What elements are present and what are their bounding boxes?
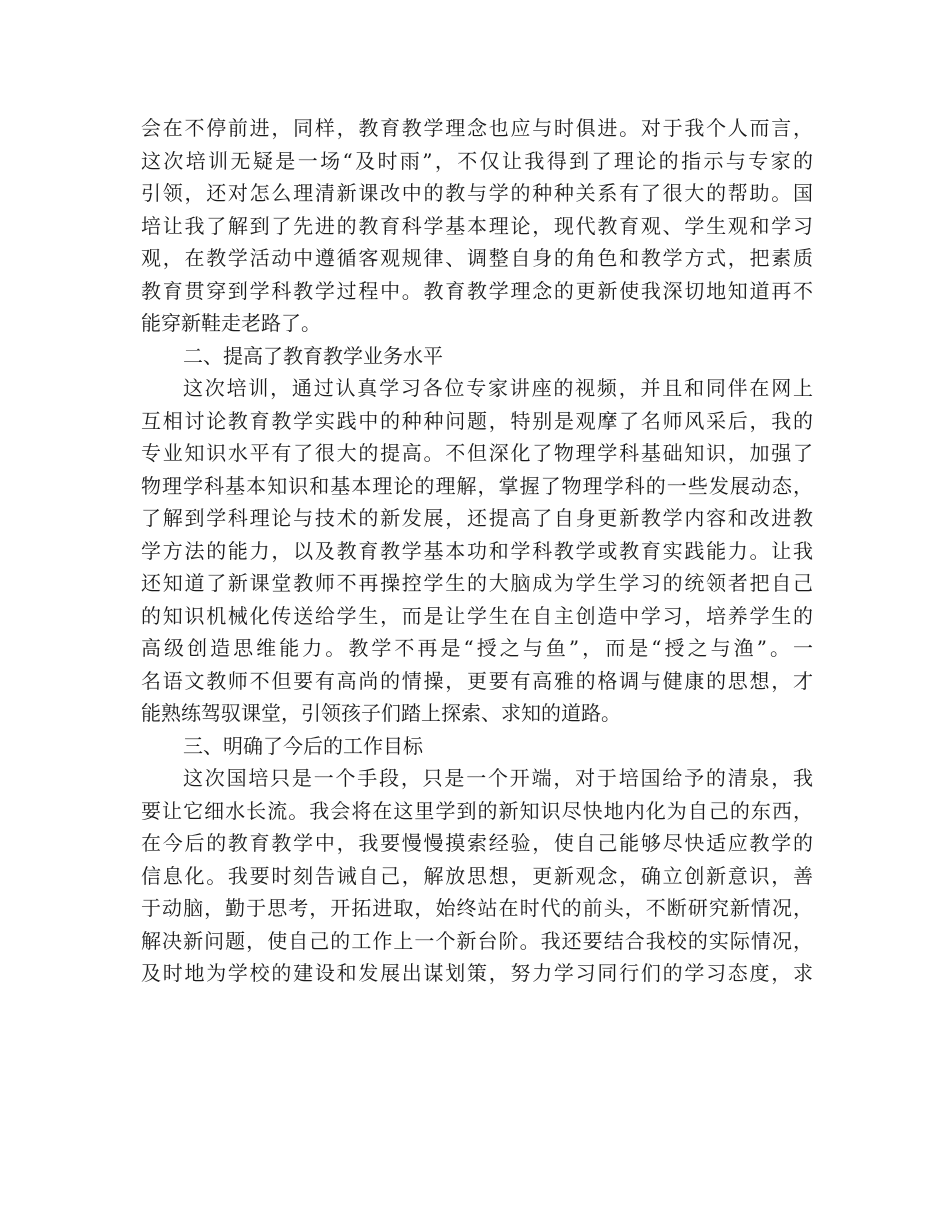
text-line: 于动脑，勤于思考，开拓进取，始终站在时代的前头，不断研究新情况，	[141, 896, 813, 920]
text-line: 高级创造思维能力。教学不再是“授之与鱼”，而是“授之与渔”。一	[141, 636, 813, 660]
text-line: 观，在教学活动中遵循客观规律、调整自身的角色和教学方式，把素质	[141, 246, 813, 270]
text-line: 会在不停前进，同样，教育教学理念也应与时俱进。对于我个人而言，	[141, 116, 813, 140]
text-line: 能穿新鞋走老路了。	[141, 311, 321, 335]
text-line: 在今后的教育教学中，我要慢慢摸索经验，使自己能够尽快适应教学的	[141, 831, 813, 855]
text-line: 能熟练驾驭课堂，引领孩子们踏上探索、求知的道路。	[141, 701, 621, 725]
text-line: 解决新问题，使自己的工作上一个新台阶。我还要结合我校的实际情况，	[141, 928, 813, 953]
section-heading: 二、提高了教育教学业务水平	[183, 343, 443, 368]
text-line: 信息化。我要时刻告诫自己，解放思想，更新观念，确立创新意识，善	[141, 863, 813, 888]
text-line: 及时地为学校的建设和发展出谋划策，努力学习同行们的学习态度，求	[141, 961, 813, 985]
text-line: 了解到学科理论与技术的新发展，还提高了自身更新教学内容和改进教	[141, 506, 813, 530]
text-line: 学方法的能力，以及教育教学基本功和学科教学或教育实践能力。让我	[141, 538, 813, 563]
text-line: 的知识机械化传送给学生，而是让学生在自主创造中学习，培养学生的	[141, 603, 813, 628]
document-body	[141, 112, 813, 990]
text-line: 名语文教师不但要有高尚的情操，更要有高雅的格调与健康的思想，才	[141, 668, 813, 693]
text-line: 互相讨论教育教学实践中的种种问题，特别是观摩了名师风采后，我的	[141, 408, 813, 433]
text-line: 培让我了解到了先进的教育科学基本理论，现代教育观、学生观和学习	[141, 213, 813, 238]
text-line: 这次国培只是一个手段，只是一个开端，对于培国给予的清泉，我	[183, 766, 813, 790]
text-line: 教育贯穿到学科教学过程中。教育教学理念的更新使我深切地知道再不	[141, 278, 813, 303]
text-line: 要让它细水长流。我会将在这里学到的新知识尽快地内化为自己的东西，	[141, 798, 813, 823]
text-line: 这次培训，通过认真学习各位专家讲座的视频，并且和同伴在网上	[183, 376, 813, 400]
section-heading: 三、明确了今后的工作目标	[183, 733, 423, 758]
text-line: 引领，还对怎么理清新课改中的教与学的种种关系有了很大的帮助。国	[141, 181, 813, 205]
text-line: 物理学科基本知识和基本理论的理解，掌握了物理学科的一些发展动态，	[141, 473, 813, 498]
text-line: 专业知识水平有了很大的提高。不但深化了物理学科基础知识，加强了	[141, 441, 813, 465]
text-line: 还知道了新课堂教师不再操控学生的大脑成为学生学习的统领者把自己	[141, 571, 813, 595]
text-line: 这次培训无疑是一场“及时雨”，不仅让我得到了理论的指示与专家的	[141, 148, 813, 173]
